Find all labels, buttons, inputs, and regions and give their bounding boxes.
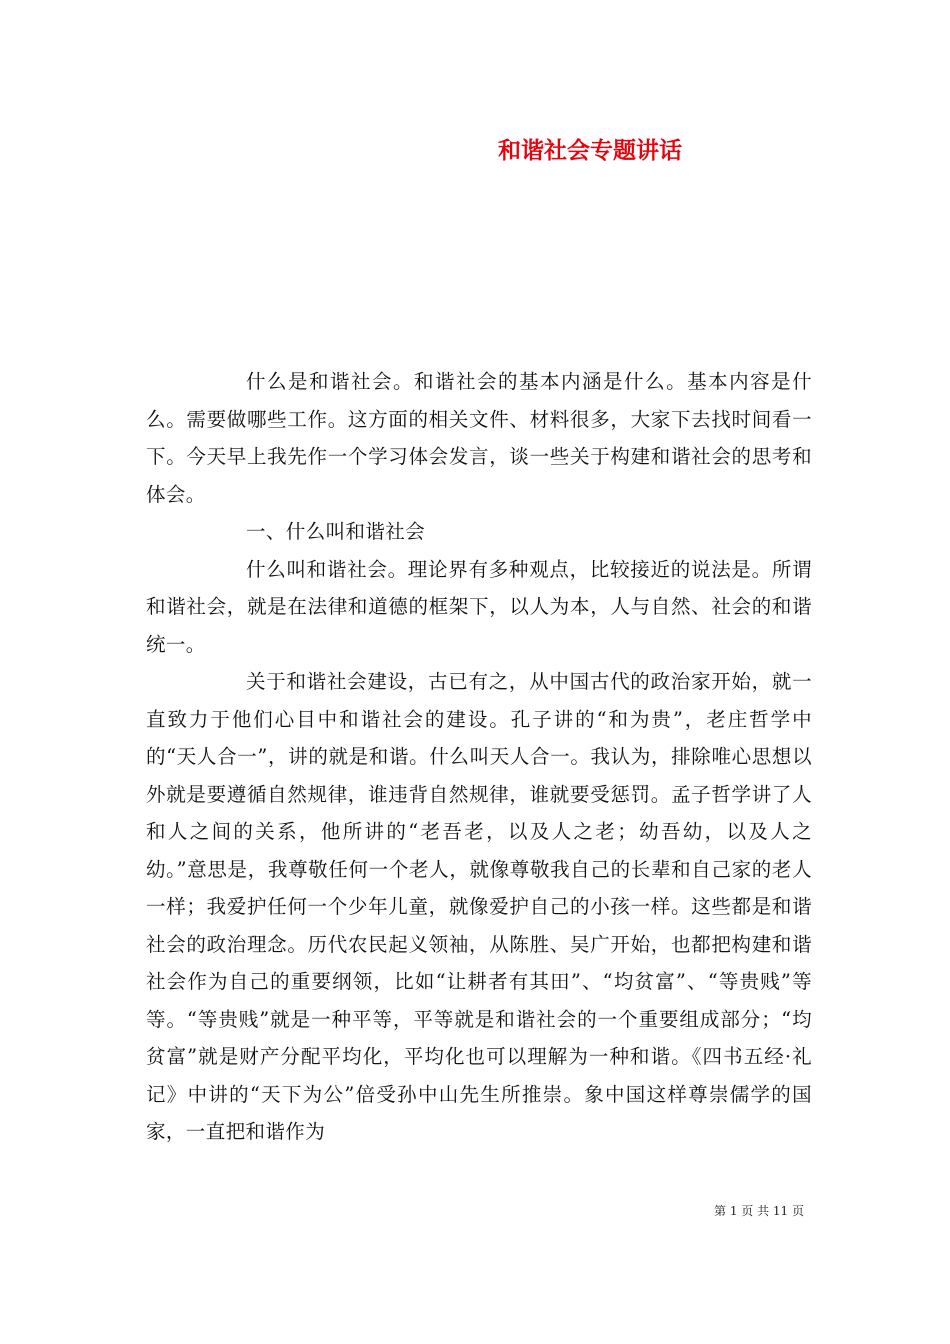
- paragraph-definition: 什么叫和谐社会。理论界有多种观点，比较接近的说法是。所谓和谐社会，就是在法律和道德的框架下，以人为本，人与自然、社会的和谐统一。: [146, 557, 812, 656]
- section-heading: 一、什么叫和谐社会: [246, 520, 426, 543]
- paragraph-intro: 什么是和谐社会。和谐社会的基本内涵是什么。基本内容是什么。需要做哪些工作。这方面的相关文件、材料很多，大家下去找时间看一下。今天早上我先作一个学习体会发言，谈一些关于构建和谐社会的思考和体会。: [146, 370, 812, 506]
- document-body: [146, 363, 812, 1151]
- document-title: 和谐社会专题讲话: [498, 137, 682, 164]
- paragraph-history: 关于和谐社会建设，古已有之，从中国古代的政治家开始，就一直致力于他们心目中和谐社会的建设。孔子讲的“和为贵”，老庄哲学中的“天人合一”，讲的就是和谐。什么叫天人合一。我认为，排除唯心思想以外就是要遵循自然规律，谁违背自然规律，谁就要受惩罚。孟子哲学讲了人和人之间的关系，他所讲的“老吾老，以及人之老；幼吾幼，以及人之幼。”意思是，我尊敬任何一个老人，就像尊敬我自己的长辈和自己家的老人一样；我爱护任何一个少年儿童，就像爱护自己的小孩一样。这些都是和谐社会的政治理念。历代农民起义领袖，从陈胜、吴广开始，也都把构建和谐社会作为自己的重要纲领，比如“让耕者有其田”、“均贫富”、“等贵贱”等等。“等贵贱”就是一种平等，平等就是和谐社会的一个重要组成部分；“均贫富”就是财产分配平均化，平均化也可以理解为一种和谐。《四书五经·礼记》中讲的“天下为公”倍受孙中山先生所推崇。象中国这样尊崇儒学的国家，一直把和谐作为: [146, 670, 812, 1143]
- page-number: 第 1 页 共 11 页: [714, 1204, 804, 1218]
